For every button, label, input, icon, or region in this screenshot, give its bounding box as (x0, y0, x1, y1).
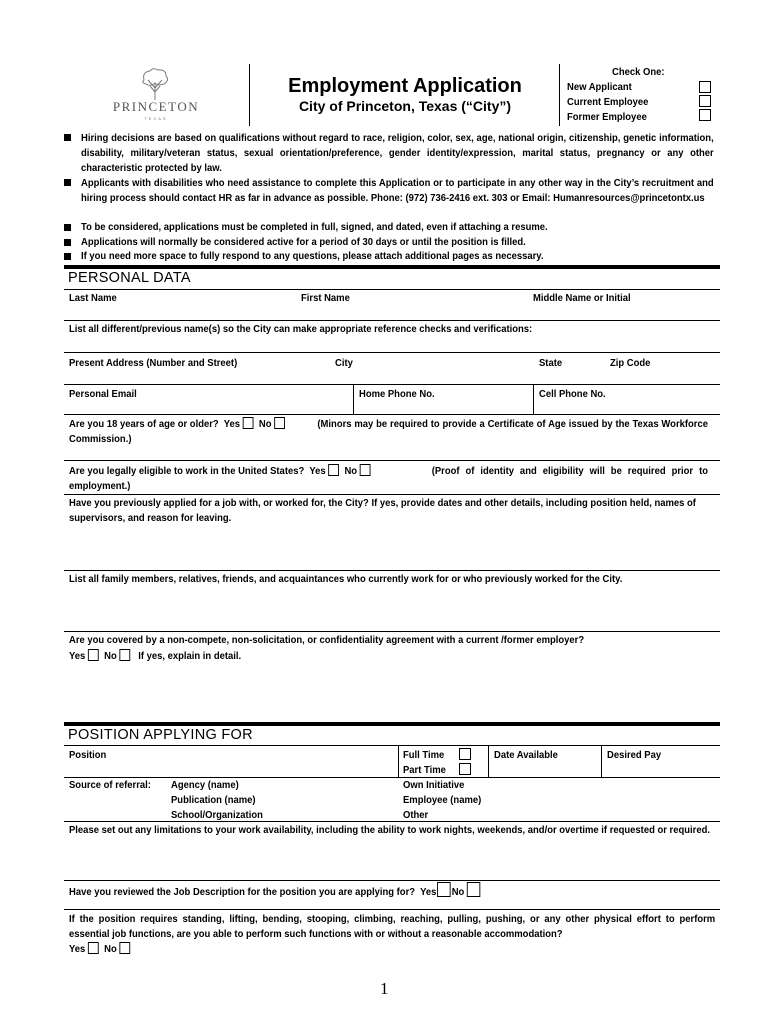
age-note-text: (Minors may be required to provide a Certificate of Age issued by the Texas Workforce Commission.) (69, 418, 708, 445)
rule (64, 631, 720, 632)
middle-name-label: Middle Name or Initial (533, 292, 631, 304)
divider (488, 745, 489, 777)
physical-question: If the position requires standing, lifting, bending, stooping, climbing, reaching, pulling, pushing, or any other physical effort to perform essential job functions, are you able to perform such functions with or without a reasonable accommodation? (69, 913, 716, 940)
rule (64, 494, 720, 495)
rule (64, 909, 720, 910)
referral-school: School/Organization (171, 809, 263, 821)
option-former-employee-label: Former Employee (567, 111, 647, 123)
zip-label: Zip Code (610, 357, 651, 369)
state-label: State (539, 357, 563, 369)
yes-label: Yes (420, 886, 437, 898)
referral-employee: Employee (name) (403, 794, 482, 806)
city-label: City (335, 357, 353, 369)
divider (533, 384, 534, 414)
rule (64, 460, 720, 461)
bullet-text-5: If you need more space to fully respond to any questions, please attach additional pages as necessary. (81, 250, 544, 262)
yes-label: Yes (69, 650, 86, 662)
job-desc-yes-checkbox[interactable] (437, 882, 451, 897)
divider (601, 745, 602, 777)
logo-subtext: TEXAS (144, 116, 168, 121)
age-note (69, 417, 708, 447)
divider (398, 745, 399, 777)
noncompete-question: Are you covered by a non-compete, non-solicitation, or confidentiality agreement with a current /former employer? (69, 634, 585, 646)
logo-text: PRINCETON (112, 99, 200, 114)
princeton-logo (100, 66, 210, 124)
no-label: No (451, 886, 465, 898)
previous-names-label: List all different/previous name(s) so the City can make appropriate reference checks and verifications: (69, 323, 533, 335)
eligible-question-text: Are you legally eligible to work in the United States? (69, 465, 305, 477)
noncompete-answer-row (69, 649, 241, 664)
rule (64, 289, 720, 290)
page-subtitle: City of Princeton, Texas (“City”) (298, 98, 512, 114)
bullet-icon (64, 253, 71, 260)
section-rule (64, 722, 720, 726)
yes-label: Yes (309, 465, 326, 477)
rule (64, 570, 720, 571)
rule (64, 745, 720, 746)
bullet-icon (64, 179, 71, 186)
part-time-checkbox[interactable] (459, 763, 471, 775)
referral-agency: Agency (name) (171, 779, 239, 791)
referral-other: Other (403, 809, 429, 821)
noncompete-yes-checkbox[interactable] (88, 649, 99, 661)
option-new-applicant-label: New Applicant (567, 81, 632, 93)
page-title: Employment Application (288, 75, 522, 97)
bullet-text-2: Applicants with disabilities who need assistance to complete this Application or to participate in any other way in the City’s recruitment and hiring process should contact HR as far in advance as possible. Phone: (972) 736-2416 ext. 303 or Email: Humanresources@princetontx.us (81, 177, 714, 204)
job-description-question (69, 882, 483, 900)
page-number: 1 (380, 979, 389, 998)
former-employee-checkbox[interactable] (699, 109, 711, 121)
job-desc-no-checkbox[interactable] (467, 882, 481, 897)
physical-no-checkbox[interactable] (119, 942, 130, 954)
cell-phone-label: Cell Phone No. (539, 388, 606, 400)
no-label: No (104, 943, 117, 955)
no-label: No (258, 418, 272, 430)
rule (64, 320, 720, 321)
bullet-icon (64, 224, 71, 231)
date-available-label: Date Available (494, 749, 558, 761)
check-one-label: Check One: (612, 66, 665, 78)
bullet-icon (64, 134, 71, 141)
referral-label: Source of referral: (69, 779, 151, 791)
section-rule (64, 265, 720, 269)
noncompete-explain: If yes, explain in detail. (138, 650, 242, 662)
rule (64, 777, 720, 778)
bullet-text-1: Hiring decisions are based on qualifications without regard to race, religion, color, sex, age, national origin, citizenship, genetic information, disability, military/veteran status, sexual orientation/preference, gender identity/expression, marital status, pregnancy or any other characteristic protected by law. (81, 132, 714, 174)
bullet-icon (64, 239, 71, 246)
age-question-text: Are you 18 years of age or older? (69, 418, 219, 430)
tree-icon (100, 66, 210, 102)
physical-answer-row (69, 942, 133, 957)
position-label: Position (69, 749, 107, 761)
last-name-label: Last Name (69, 292, 117, 304)
option-current-employee-label: Current Employee (567, 96, 649, 108)
rule (64, 384, 720, 385)
job-description-text: Have you reviewed the Job Description for the position you are applying for? (69, 886, 416, 898)
new-applicant-checkbox[interactable] (699, 81, 711, 93)
address-label: Present Address (Number and Street) (69, 357, 238, 369)
divider (353, 384, 354, 414)
referral-own-initiative: Own Initiative (403, 779, 465, 791)
personal-data-heading: PERSONAL DATA (68, 270, 191, 286)
current-employee-checkbox[interactable] (699, 95, 711, 107)
eligible-note (69, 464, 708, 494)
limitations-question: Please set out any limitations to your work availability, including the ability to work nights, weekends, and/or overtime if requested or required. (69, 824, 710, 836)
noncompete-no-checkbox[interactable] (119, 649, 130, 661)
no-label: No (104, 650, 117, 662)
yes-label: Yes (69, 943, 86, 955)
bullet-text-4: Applications will normally be considered active for a period of 30 days or until the position is filled. (81, 236, 526, 248)
family-question: List all family members, relatives, friends, and acquaintances who currently work for or who previously worked for the City. (69, 573, 623, 585)
referral-publication: Publication (name) (171, 794, 256, 806)
physical-yes-checkbox[interactable] (88, 942, 99, 954)
bullet-text-3: To be considered, applications must be completed in full, signed, and dated, even if attaching a resume. (81, 221, 548, 233)
home-phone-label: Home Phone No. (359, 388, 435, 400)
full-time-label: Full Time (403, 749, 445, 761)
eligible-note-text: (Proof of identity and eligibility will be required prior to employment.) (69, 465, 708, 492)
rule (64, 414, 720, 415)
rule (64, 821, 720, 822)
desired-pay-label: Desired Pay (607, 749, 662, 761)
full-time-checkbox[interactable] (459, 748, 471, 760)
applied-question: Have you previously applied for a job with, or worked for, the City? If yes, provide dates and other details, including position held, names of supervisors, and reason for leaving. (69, 497, 696, 524)
rule (64, 352, 720, 353)
email-label: Personal Email (69, 388, 137, 400)
rule (64, 880, 720, 881)
header-divider-right (559, 64, 560, 126)
part-time-label: Part Time (403, 764, 446, 776)
position-heading: POSITION APPLYING FOR (68, 727, 253, 743)
header-divider-left (249, 64, 250, 126)
no-label: No (344, 465, 358, 477)
yes-label: Yes (223, 418, 241, 430)
first-name-label: First Name (301, 292, 350, 304)
